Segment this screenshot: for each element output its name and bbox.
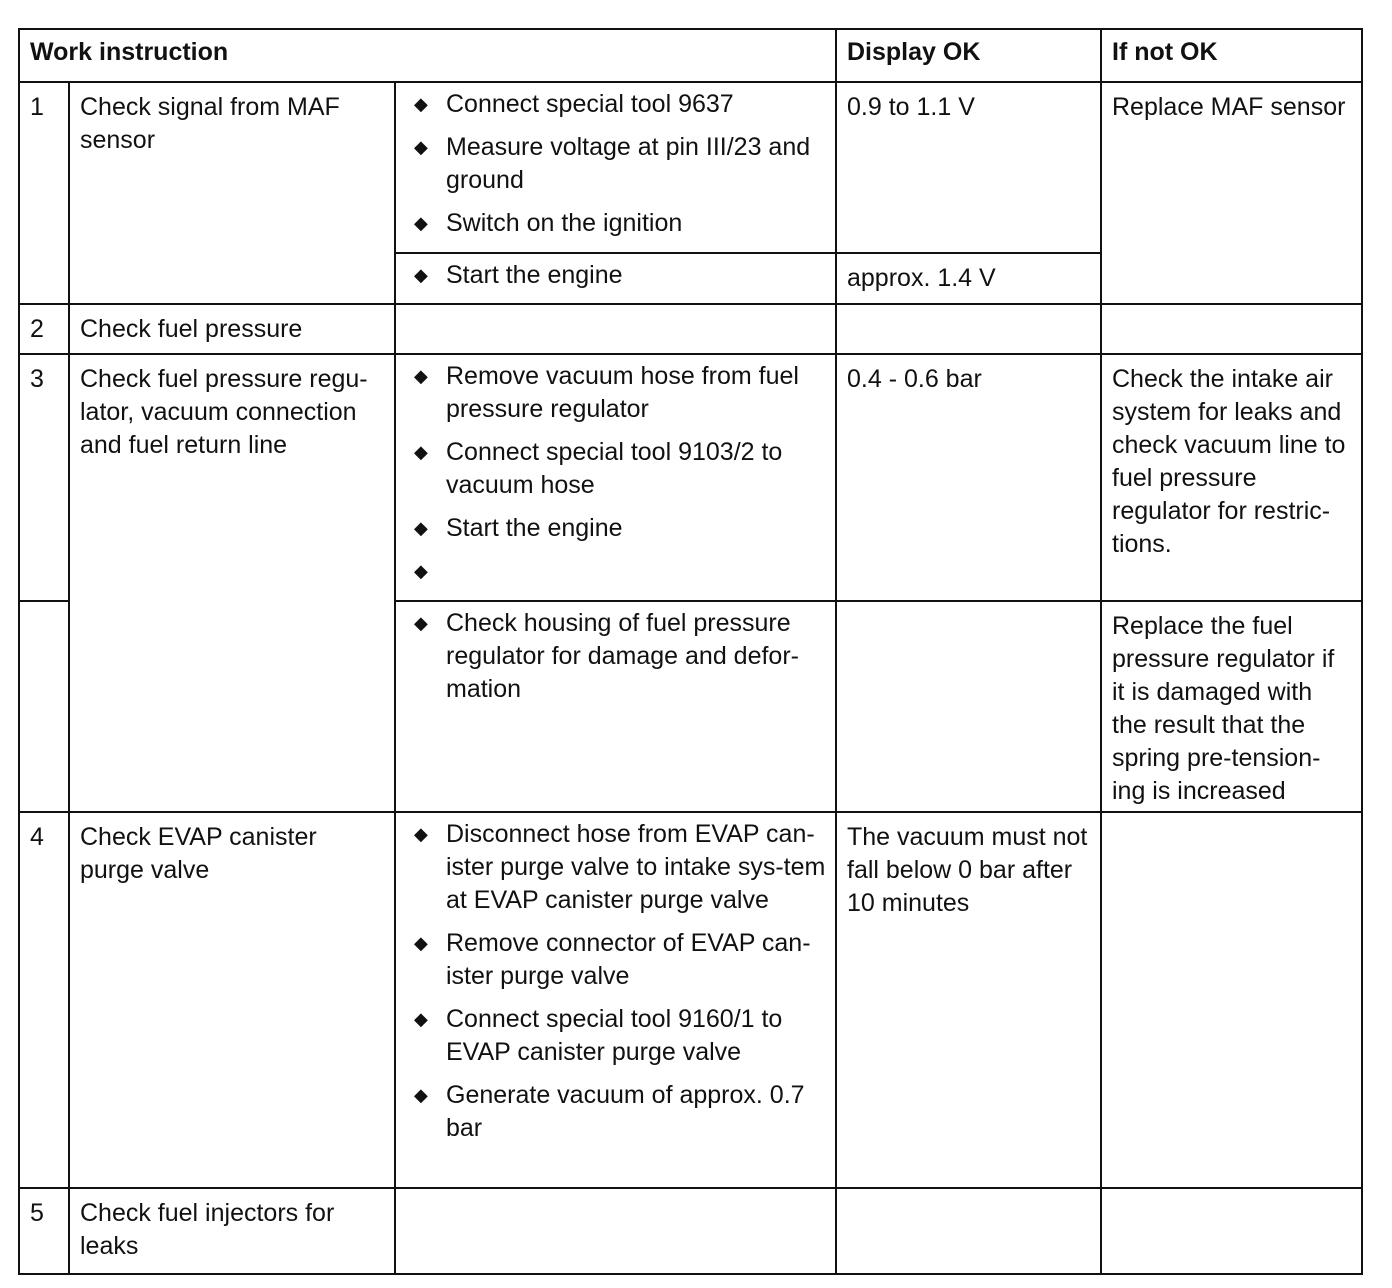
- diamond-bullet-icon: ◆: [414, 518, 428, 538]
- diamond-bullet-icon: ◆: [414, 213, 428, 233]
- instruction-steps: [395, 304, 836, 354]
- diamond-bullet-icon: ◆: [414, 94, 428, 114]
- list-item: ◆ Switch on the ignition: [404, 207, 827, 240]
- diamond-bullet-icon: ◆: [414, 824, 428, 844]
- diamond-bullet-icon: ◆: [414, 442, 428, 462]
- table-row-4: [19, 812, 1362, 1188]
- list-item: ◆ Start the engine: [404, 259, 827, 292]
- display-ok-value: [836, 601, 1101, 812]
- diamond-bullet-icon: ◆: [414, 366, 428, 386]
- display-ok-value: 0.9 to 1.1 V: [836, 82, 1101, 253]
- diamond-bullet-icon: ◆: [414, 265, 428, 285]
- task-text: Check fuel pressure: [69, 304, 395, 354]
- step-number: 2: [19, 304, 69, 354]
- if-not-ok-action: [1101, 304, 1362, 354]
- step-list: [404, 259, 827, 292]
- list-item: ◆ Start the engine: [404, 512, 827, 545]
- header-row: [19, 29, 1362, 82]
- if-not-ok-action: [1101, 812, 1362, 1188]
- diamond-bullet-icon: ◆: [414, 1009, 428, 1029]
- step-list: [404, 360, 827, 588]
- table-row-1a: [19, 82, 1362, 253]
- instruction-steps: [395, 1188, 836, 1274]
- task-text: Check EVAP canister purge valve: [69, 812, 395, 1188]
- table-row-3a: [19, 354, 1362, 601]
- diamond-bullet-icon: ◆: [414, 561, 428, 581]
- instruction-steps: [395, 601, 836, 812]
- list-item: ◆ Connect special tool 9637: [404, 88, 827, 121]
- step-list: [404, 88, 827, 240]
- list-item: ◆ Disconnect hose from EVAP can-ister purge valve to intake sys-tem at EVAP canister purge valve: [414, 820, 826, 914]
- step-list: [404, 818, 827, 1145]
- work-instruction-table: [18, 28, 1363, 1275]
- list-item: ◆ Remove connector of EVAP can-ister purge valve: [414, 929, 811, 990]
- if-not-ok-action: [1101, 1188, 1362, 1274]
- display-ok-value: approx. 1.4 V: [836, 253, 1101, 304]
- header-display-ok: Display OK: [836, 29, 1101, 82]
- display-ok-value: The vacuum must not fall below 0 bar after 10 minutes: [836, 812, 1101, 1188]
- list-item: ◆ Remove vacuum hose from fuel pressure regulator: [414, 362, 799, 423]
- display-ok-value: 0.4 - 0.6 bar: [836, 354, 1101, 601]
- step-number: 3: [19, 354, 69, 601]
- diamond-bullet-icon: ◆: [414, 613, 428, 633]
- list-item: ◆ Measure voltage at pin III/23 and ground: [414, 133, 811, 194]
- list-item: ◆ Check housing of fuel pressure regulator for damage and defor-mation: [414, 609, 799, 703]
- if-not-ok-action: Replace MAF sensor: [1101, 82, 1362, 304]
- step-number: 1: [19, 82, 69, 304]
- table-row-2: [19, 304, 1362, 354]
- list-item: ◆ Generate vacuum of approx. 0.7 bar: [414, 1081, 805, 1142]
- table-row-5: [19, 1188, 1362, 1274]
- step-number: 5: [19, 1188, 69, 1274]
- instruction-steps: [395, 82, 836, 253]
- task-text: Check fuel pressure regu-lator, vacuum connection and fuel return line: [69, 354, 395, 812]
- diamond-bullet-icon: ◆: [414, 933, 428, 953]
- list-item: ◆ Connect special tool 9103/2 to vacuum hose: [414, 438, 783, 499]
- list-item: ◆ Connect special tool 9160/1 to EVAP canister purge valve: [414, 1005, 783, 1066]
- if-not-ok-action: Check the intake air system for leaks and check vacuum line to fuel pressure regulator for restric-tions.: [1101, 354, 1362, 601]
- instruction-steps: [395, 812, 836, 1188]
- header-if-not-ok: If not OK: [1101, 29, 1362, 82]
- diamond-bullet-icon: ◆: [414, 1085, 428, 1105]
- task-text: Check signal from MAF sensor: [69, 82, 395, 304]
- display-ok-value: [836, 1188, 1101, 1274]
- instruction-steps: [395, 253, 836, 304]
- if-not-ok-action: Replace the fuel pressure regulator if it is damaged with the result that the spring pre-tension-ing is increased: [1101, 601, 1362, 812]
- display-ok-value: [836, 304, 1101, 354]
- instruction-steps: [395, 354, 836, 601]
- step-list: [404, 607, 827, 706]
- diamond-bullet-icon: ◆: [414, 137, 428, 157]
- step-number: 4: [19, 812, 69, 1188]
- task-text: Check fuel injectors for leaks: [69, 1188, 395, 1274]
- list-item: [404, 555, 827, 588]
- header-work-instruction: Work instruction: [19, 29, 836, 82]
- step-number: [19, 601, 69, 812]
